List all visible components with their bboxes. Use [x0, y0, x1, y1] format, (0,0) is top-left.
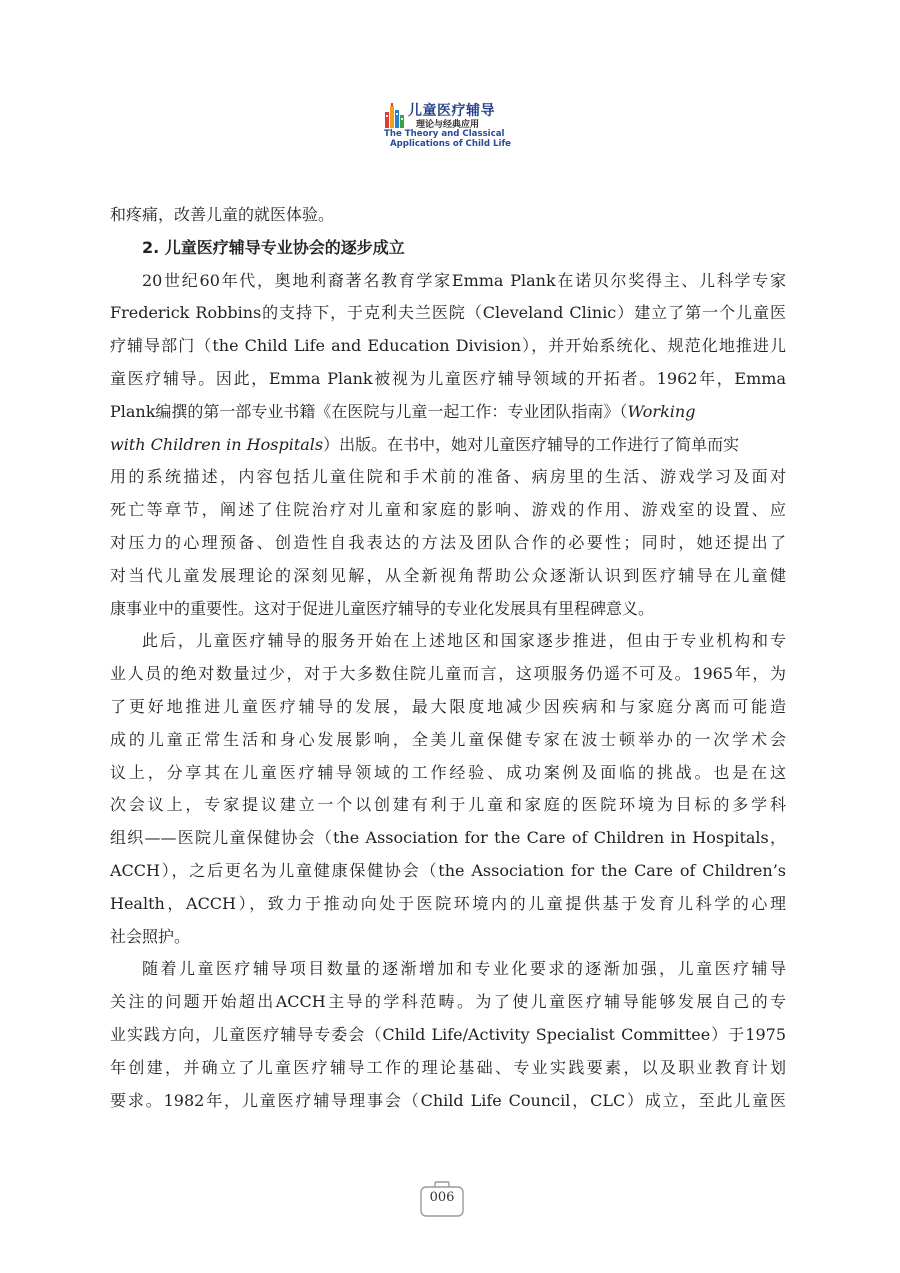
text-line: 成的儿童正常生活和身心发展影响，全美儿童保健专家在波士顿举办的一次学术会 — [110, 729, 786, 749]
book-title-cn: 儿童医疗辅导 — [408, 103, 495, 119]
text-line: 业人员的绝对数量过少，对于大多数住院儿童而言，这项服务仍遥不可及。1965年，为 — [110, 664, 786, 684]
text-line: 随着儿童医疗辅导项目数量的逐渐增加和专业化要求的逐渐加强，儿童医疗辅导 — [142, 959, 786, 979]
text-segment: Plank编撰的第一部专业书籍《在医院与儿童一起工作：专业团队指南》（ — [110, 401, 628, 421]
text-line — [110, 429, 786, 462]
text-line: 死亡等章节，阐述了住院治疗对儿童和家庭的影响、游戏的作用、游戏室的设置、应 — [110, 500, 786, 520]
text-line: 20世纪60年代，奥地利裔著名教育学家Emma Plank在诺贝尔奖得主、儿科学专家 — [142, 270, 786, 290]
text-line: ACCH），之后更名为儿童健康保健协会（the Association for the Care of Children’s — [110, 860, 786, 880]
text-line: 组织——医院儿童保健协会（the Association for the Care of Children in Hospitals， — [110, 828, 786, 848]
text-line: Health，ACCH），致力于推动向处于医院环境内的儿童提供基于发育儿科学的心理 — [110, 893, 786, 913]
text-line: 了更好地推进儿童医疗辅导的发展，最大限度地减少因疾病和与家庭分离而可能造 — [110, 696, 786, 716]
text-line: 对当代儿童发展理论的深刻见解，从全新视角帮助公众逐渐认识到医疗辅导在儿童健 — [110, 565, 786, 585]
book-title-en-line: The Theory and Classical — [384, 129, 505, 139]
text-line: 对压力的心理预备、创造性自我表达的方法及团队合作的必要性；同时，她还提出了 — [110, 532, 786, 552]
text-line: 社会照护。 — [110, 926, 191, 946]
page-number: 006 — [429, 1190, 455, 1205]
text-segment: ）出版。在书中，她对儿童医疗辅导的工作进行了简单而实 — [323, 434, 740, 454]
section-heading: 2. 儿童医疗辅导专业协会的逐步成立 — [142, 237, 405, 257]
text-line: 次会议上，专家提议建立一个以创建有利于儿童和家庭的医院环境为目标的多学科 — [110, 795, 786, 815]
text-line: 童医疗辅导。因此，Emma Plank被视为儿童医疗辅导领域的开拓者。1962年，Emma — [110, 368, 786, 388]
text-line: 年创建，并确立了儿童医疗辅导工作的理论基础、专业实践要素，以及职业教育计划 — [110, 1057, 786, 1077]
book-subtitle-cn: 理论与经典应用 — [416, 120, 480, 130]
book-title-italic: Working — [627, 401, 696, 421]
text-line — [110, 396, 786, 429]
text-line: 业实践方向，儿童医疗辅导专委会（Child Life/Activity Specialist Committee）于1975 — [110, 1024, 786, 1044]
text-line: Frederick Robbins的支持下，于克利夫兰医院（Cleveland Clinic）建立了第一个儿童医 — [110, 303, 786, 323]
text-line: 用的系统描述，内容包括儿童住院和手术前的准备、病房里的生活、游戏学习及面对 — [110, 467, 786, 487]
text-line: 议上，分享其在儿童医疗辅导领域的工作经验、成功案例及面临的挑战。也是在这 — [110, 762, 786, 782]
text-line: 此后，儿童医疗辅导的服务开始在上述地区和国家逐步推进，但由于专业机构和专 — [142, 631, 786, 651]
book-title-italic: with Children in Hospitals — [110, 434, 324, 454]
book-title-en-line: Applications of Child Life — [390, 139, 512, 149]
text-line: 关注的问题开始超出ACCH主导的学科范畴。为了使儿童医疗辅导能够发展自己的专 — [110, 992, 786, 1012]
text-line: 康事业中的重要性。这对于促进儿童医疗辅导的专业化发展具有里程碑意义。 — [110, 598, 655, 618]
city-skyline-logo-icon — [384, 102, 406, 128]
text-line: 和疼痛，改善儿童的就医体验。 — [110, 205, 335, 224]
page-number-badge — [418, 1180, 466, 1218]
page-body — [110, 199, 786, 1117]
book-logo — [384, 100, 519, 154]
book-title-en — [384, 129, 511, 149]
text-line: 要求。1982年，儿童医疗辅导理事会（Child Life Council，CLC）成立，至此儿童医 — [110, 1090, 786, 1110]
text-line: 疗辅导部门（the Child Life and Education Division），并开始系统化、规范化地推进儿 — [110, 336, 786, 356]
